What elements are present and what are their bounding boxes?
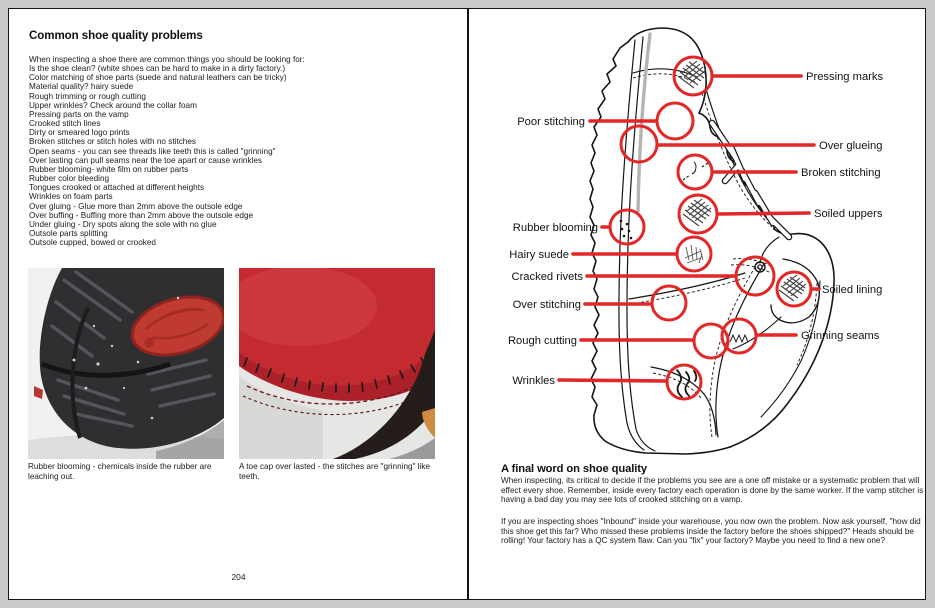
final-word-paragraph-2: If you are inspecting shoes "Inbound" inside your warehouse, you now own the problem. Now ask yourself, "how did this shoe get this far? Who missed these problems inside the factory before the shoes shipped?" Heads should be rolling! Your factory has a QC system flaw. Can you "fix" your factory? Maybe you need to find a new one? bbox=[501, 517, 921, 546]
shoe-defect-diagram bbox=[481, 21, 931, 461]
checklist-line: Pressing parts on the vamp bbox=[29, 109, 129, 119]
grinning-seam-teeth bbox=[730, 335, 748, 342]
checklist-line: Outsole cupped, bowed or crooked bbox=[29, 238, 156, 248]
hairy-suede-hatch bbox=[685, 245, 703, 263]
checklist-line: When inspecting a shoe there are common things you should be looking for: bbox=[29, 55, 305, 64]
callout-label: Hairy suede bbox=[509, 249, 569, 261]
shoe-outline bbox=[590, 28, 834, 454]
page-number-left: 204 bbox=[231, 572, 246, 582]
callout-label: Soiled uppers bbox=[814, 208, 883, 220]
checklist-line: Over buffing - Buffing more than 2mm above the outsole edge bbox=[29, 210, 254, 220]
quality-checklist bbox=[29, 55, 449, 247]
checklist-line: Crooked stitch lines bbox=[29, 119, 101, 129]
callout-labels bbox=[508, 71, 884, 387]
photo-caption: A toe cap over lasted - the stitches are "grinning" like teeth. bbox=[239, 462, 431, 481]
callout-label: Rough cutting bbox=[507, 335, 577, 347]
soiled-lining-hatch bbox=[779, 275, 806, 301]
soiled-uppers-hatch bbox=[683, 199, 711, 226]
checklist-line: Rubber blooming- white film on rubber parts bbox=[29, 164, 189, 174]
page-divider bbox=[467, 9, 469, 599]
checklist-line: Dirty or smeared logo prints bbox=[29, 128, 130, 138]
checklist-line: Open seams - you can see threads like teeth this is called "grinning" bbox=[29, 146, 276, 156]
callout-label: Soiled lining bbox=[822, 284, 883, 296]
checklist-line: Wrinkles on foam parts bbox=[29, 192, 113, 202]
laces bbox=[712, 123, 789, 237]
checklist-line: Rough trimming or rough cutting bbox=[29, 91, 146, 101]
checklist-line: Is the shoe clean? (white shoes can be hard to make in a dirty factory.) bbox=[29, 64, 286, 74]
checklist-line: Outsole parts splitting bbox=[29, 228, 108, 238]
checklist-line: Upper wrinkles? Check around the collar foam bbox=[29, 100, 197, 110]
photo-rubber-blooming bbox=[28, 268, 224, 459]
checklist-line: Color matching of shoe parts (suede and natural leathers can be tricky) bbox=[29, 73, 287, 83]
checklist-line: Tongues crooked or attached at different heights bbox=[29, 183, 205, 193]
page-spread bbox=[8, 8, 926, 600]
final-word-heading: A final word on shoe quality bbox=[501, 463, 647, 475]
checklist-line: Material quality? hairy suede bbox=[29, 82, 134, 92]
checklist-line: Rubber color bleeding bbox=[29, 174, 110, 184]
callout-label: Over stitching bbox=[512, 299, 581, 311]
callout-label: Over glueing bbox=[819, 140, 883, 152]
checklist-line: Over lasting can pull seams near the toe apart or cause wrinkles bbox=[29, 155, 263, 165]
final-word-paragraph-1: When inspecting, its critical to decide if the problems you see are a one off mistake or a systematic problem that will effect every shoe. Remember, inside every factory each operation is done by the same worker. If the vamp stitcher is having a bad day you may see lots of crooked stitching on a vamp. bbox=[501, 476, 924, 505]
photo-caption: Rubber blooming - chemicals inside the rubber are leaching out. bbox=[28, 462, 212, 481]
checklist-line: Under gluing - Dry spots along the sole with no glue bbox=[29, 219, 217, 229]
callout-label: Rubber blooming bbox=[512, 222, 598, 234]
callout-label: Wrinkles bbox=[512, 375, 555, 387]
outsole-photo-art bbox=[28, 268, 224, 459]
callout-label: Poor stitching bbox=[517, 116, 585, 128]
photo-grinning-toe-cap bbox=[239, 268, 435, 459]
pressing-marks-hatch bbox=[678, 61, 707, 88]
broken-stitching-marks bbox=[683, 162, 708, 180]
callout-label: Broken stitching bbox=[801, 167, 881, 179]
callout-label: Cracked rivets bbox=[511, 271, 583, 283]
toe-cap-photo-art bbox=[239, 268, 435, 459]
page-title: Common shoe quality problems bbox=[29, 29, 203, 42]
rubber-blooming-dots bbox=[620, 220, 633, 240]
callout-label: Grinning seams bbox=[801, 330, 880, 342]
checklist-line: Broken stitches or stitch holes with no stitches bbox=[29, 137, 197, 147]
checklist-line: Over gluing - Glue more than 2mm above the outsole edge bbox=[29, 201, 243, 211]
callout-label: Pressing marks bbox=[806, 71, 884, 83]
